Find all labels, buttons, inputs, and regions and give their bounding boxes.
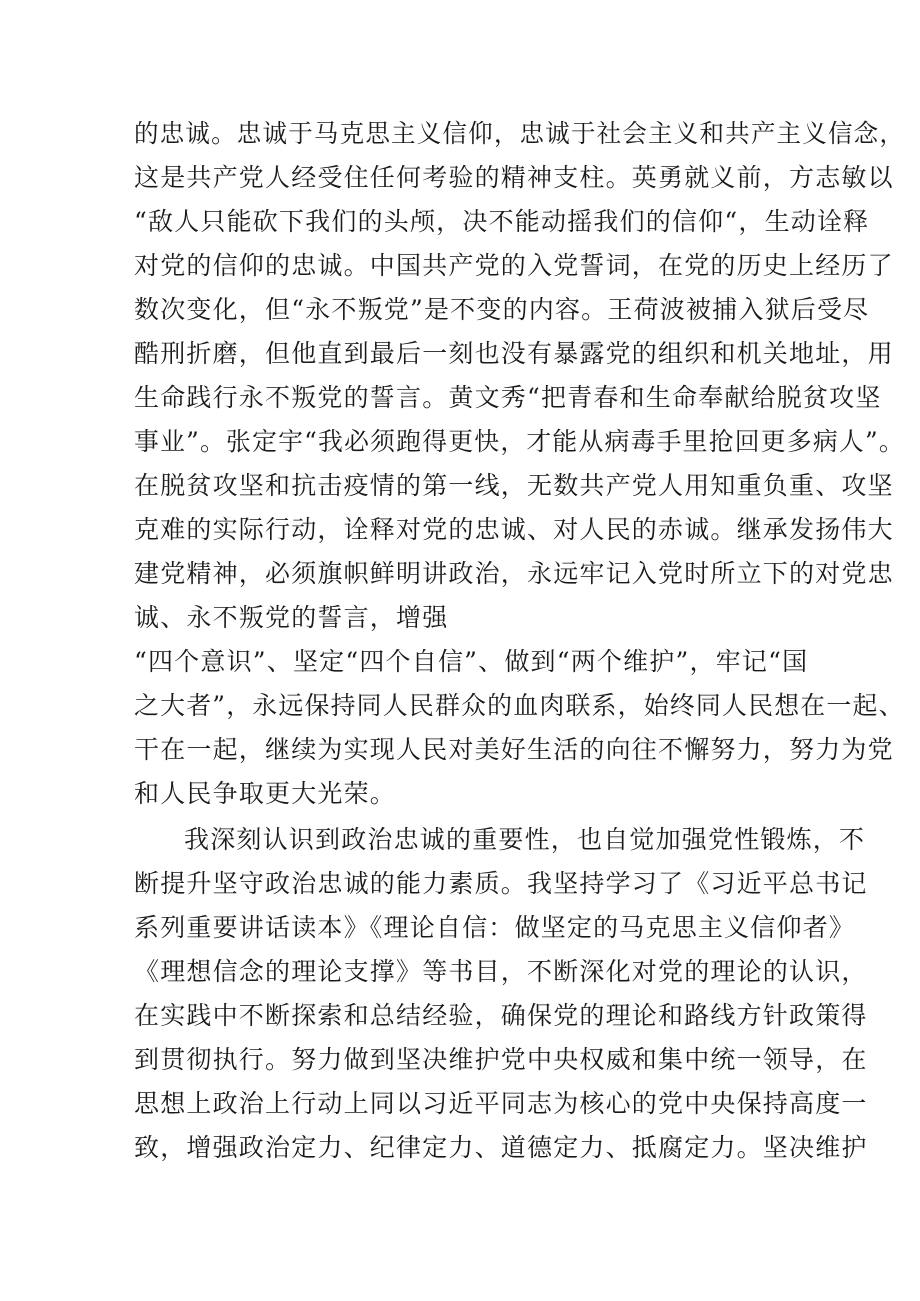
text-line: “敌人只能砍下我们的头颅，决不能动摇我们的信仰“，生动诠释 — [134, 207, 870, 236]
text-line: “四个意识”、坚定“四个自信”、做到“两个维护”，牢记“国 — [134, 647, 809, 676]
text-line: 数次变化，但“永不叛党”是不变的内容。王荷波被捕入狱后受尽 — [134, 295, 870, 324]
text-line: 建党精神，必须旗帜鲜明讲政治，永远牢记入党时所立下的对党忠 — [134, 559, 894, 588]
text-line: 《理想信念的理论支撑》等书目，不断深化对党的理论的认识， — [134, 957, 868, 986]
text-line: 在实践中不断探索和总结经验，确保党的理论和路线方针政策得 — [134, 1001, 868, 1030]
text-line: 的忠诚。忠诚于马克思主义信仰，忠诚于社会主义和共产主义信念， — [134, 119, 906, 148]
text-line: 致，增强政治定力、纪律定力、道德定力、抵腐定力。坚决维护 — [134, 1133, 868, 1162]
text-line: 酷刑折磨，但他直到最后一刻也没有暴露党的组织和机关地址，用 — [134, 339, 894, 368]
text-line: 事业”。张定宇“我必须跑得更快，才能从病毒手里抢回更多病人”。 — [134, 427, 905, 456]
text-line: 和人民争取更大光荣。 — [134, 779, 397, 808]
text-line: 到贯彻执行。努力做到坚决维护党中央权威和集中统一领导，在 — [134, 1045, 868, 1074]
text-line: 干在一起，继续为实现人民对美好生活的向往不懈努力，努力为党 — [134, 735, 894, 764]
text-line: 断提升坚守政治忠诚的能力素质。我坚持学习了《习近平总书记 — [134, 869, 868, 898]
text-line: 克难的实际行动，诠释对党的忠诚、对人民的赤诚。继承发扬伟大 — [134, 515, 894, 544]
text-line: 思想上政治上行动上同以习近平同志为核心的党中央保持高度一 — [134, 1089, 868, 1118]
paragraph-first-line: 我深刻认识到政治忠诚的重要性，也自觉加强党性锻炼，不 — [184, 825, 866, 854]
text-line: 在脱贫攻坚和抗击疫情的第一线，无数共产党人用知重负重、攻坚 — [134, 471, 894, 500]
text-line: 生命践行永不叛党的誓言。黄文秀“把青春和生命奉献给脱贫攻坚 — [134, 383, 882, 412]
text-line: 对党的信仰的忠诚。中国共产党的入党誓词，在党的历史上经历了 — [134, 251, 894, 280]
text-line: 之大者”，永远保持同人民群众的血肉联系，始终同人民想在一起、 — [134, 691, 905, 720]
text-line: 诚、永不叛党的誓言，增强 — [134, 603, 449, 632]
text-line: 这是共产党人经受住任何考验的精神支柱。英勇就义前，方志敏以 — [134, 163, 894, 192]
text-line: 系列重要讲话读本》《理论自信：做坚定的马克思主义信仰者》 — [134, 913, 856, 942]
